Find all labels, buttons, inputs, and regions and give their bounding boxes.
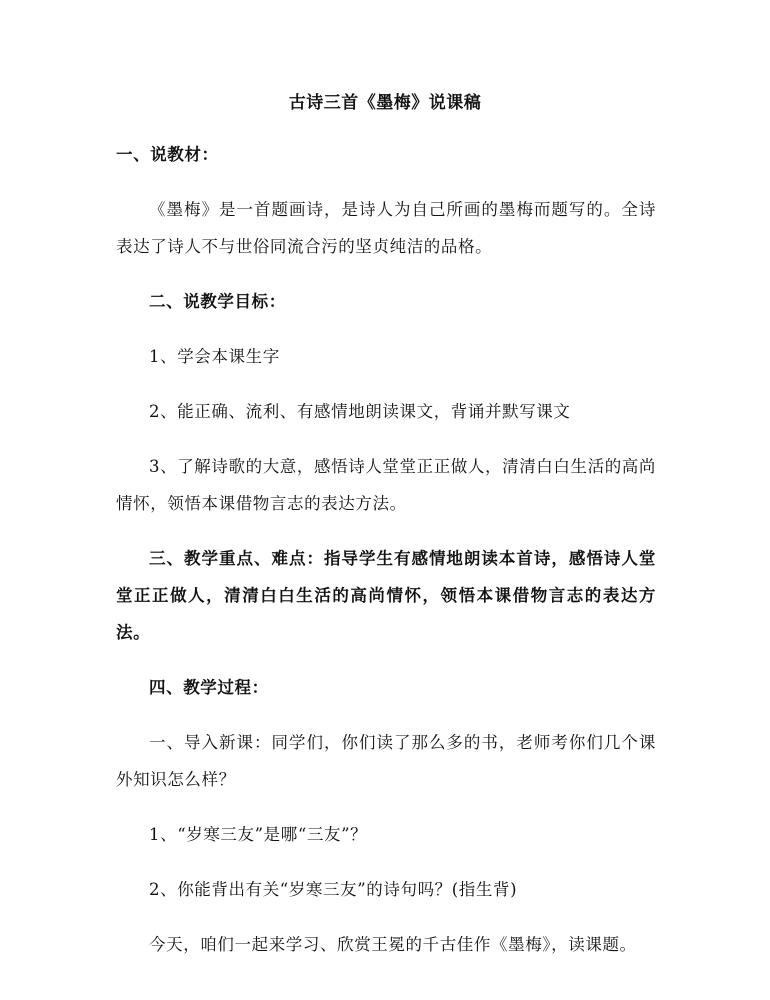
document-body bbox=[116, 136, 656, 981]
process-introduction: 一、导入新课：同学们，你们读了那么多的书，老师考你们几个课外知识怎么样？ bbox=[116, 733, 656, 789]
section-heading-process: 四、教学过程： bbox=[149, 678, 269, 697]
paragraph-textbook-description: 《墨梅》是一首题画诗，是诗人为自己所画的墨梅而题写的。全诗表达了诗人不与世俗同流合污的坚贞纯洁的品格。 bbox=[116, 200, 656, 256]
paragraph-today: 今天，咱们一起来学习、欣赏王冕的千古佳作《墨梅》，读课题。 bbox=[149, 935, 637, 954]
objective-item-1: 1、学会本课生字 bbox=[149, 347, 280, 366]
section-key-points: 三、教学重点、难点：指导学生有感情地朗读本首诗，感悟诗人堂堂正正做人，清清白白生活的高尚情怀，领悟本课借物言志的表达方法。 bbox=[116, 549, 656, 642]
objective-item-2: 2、能正确、流利、有感情地朗读课文，背诵并默写课文 bbox=[149, 402, 571, 421]
section-heading-textbook: 一、说教材： bbox=[116, 145, 219, 164]
question-item-2: 2、你能背出有关“岁寒三友”的诗句吗？(指生背) bbox=[149, 880, 518, 899]
question-item-1: 1、“岁寒三友”是哪“三友”？ bbox=[149, 825, 368, 844]
section-heading-objectives: 二、说教学目标： bbox=[149, 292, 286, 311]
document-title: 古诗三首《墨梅》说课稿 bbox=[288, 93, 482, 113]
objective-item-3: 3、了解诗歌的大意，感悟诗人堂堂正正做人，清清白白生活的高尚情怀，领悟本课借物言志的表达方法。 bbox=[116, 457, 656, 513]
